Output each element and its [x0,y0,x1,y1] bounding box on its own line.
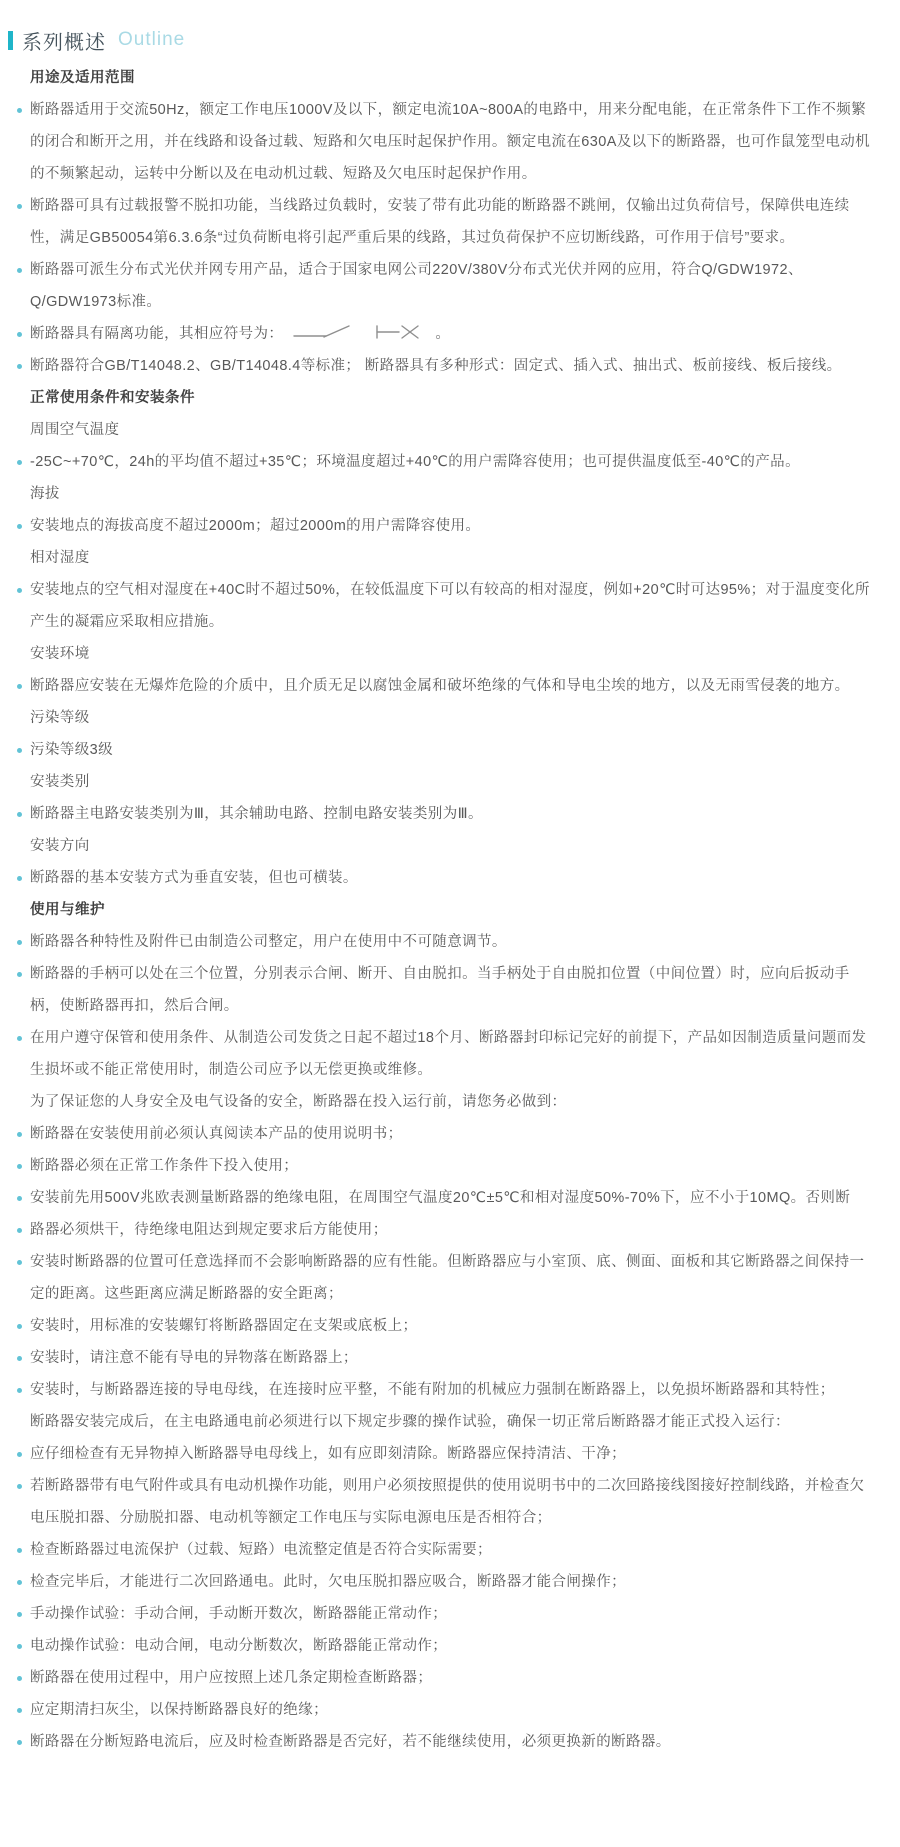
section-heading: 使用与维护 [30,902,105,918]
bullet-icon [17,748,22,753]
item-text: 安装前先用500V兆欧表测量断路器的绝缘电阻，在周围空气温度20℃±5℃和相对湿度50%-70%下，应不小于10MQ。否则断 [30,1190,851,1206]
item-text: 检查完毕后，才能进行二次回路通电。此时，欠电压脱扣器应吸合，断路器才能合闸操作； [30,1574,626,1590]
bullet-icon [17,1708,22,1713]
item-text: 安装时，与断路器连接的导电母线，在连接时应平整，不能有附加的机械应力强制在断路器上，以免损坏断路器和其特性； [30,1382,835,1398]
item-text: 安装时，用标准的安装螺钉将断路器固定在支架或底板上； [30,1318,418,1334]
bullet-item [30,574,878,638]
item-text: 污染等级3级 [30,742,113,758]
paragraph [30,1086,878,1118]
item-text: 为了保证您的人身安全及电气设备的安全，断路器在投入运行前，请您务必做到： [30,1094,567,1110]
bullet-item [30,1598,878,1630]
item-text: 断路器各种特性及附件已由制造公司整定，用户在使用中不可随意调节。 [30,934,507,950]
item-text: -25C~+70℃，24h的平均值不超过+35℃；环境温度超过+40℃的用户需降容使用；也可提供温度低至-40℃的产品。 [30,454,800,470]
bullet-icon [17,1548,22,1553]
bullet-icon [17,268,22,273]
item-text: 断路器安装完成后，在主电路通电前必须进行以下规定步骤的操作试验，确保一切正常后断路器才能正式投入运行： [30,1414,790,1430]
item-text: 断路器在使用过程中，用户应按照上述几条定期检查断路器； [30,1670,433,1686]
item-text: 检查断路器过电流保护（过载、短路）电流整定值是否符合实际需要； [30,1542,492,1558]
bullet-item [30,862,878,894]
item-text: 安装环境 [30,646,90,662]
isolator-contact-symbol-icon [373,322,427,342]
item-text: 安装类别 [30,774,90,790]
page-title-en: Outline [118,29,186,50]
accent-bar [8,31,13,50]
bullet-item [30,510,878,542]
item-text: 断路器的手柄可以处在三个位置，分别表示合闸、断开、自由脱扣。当手柄处于自由脱扣位置（中间位置）时，应向后扳动手柄，使断路器再扣，然后合闸。 [30,966,850,1014]
item-text: 断路器适用于交流50Hz，额定工作电压1000V及以下，额定电流10A~800A的电路中，用来分配电能，在正常条件下工作不频繁的闭合和断开之用，并在线路和设备过载、短路和欠电压时起保护作用。额定电流在630A及以下的断路器，也可作鼠笼型电动机的不频繁起动，运转中分断以及在电动机过载、短路及欠电压时起保护作用。 [30,102,871,182]
section-heading: 用途及适用范围 [30,70,135,86]
item-text: 断路器必须在正常工作条件下投入使用； [30,1158,299,1174]
bullet-icon [17,1132,22,1137]
bullet-icon [17,1676,22,1681]
bullet-item [30,1470,878,1534]
item-text: 断路器在安装使用前必须认真阅读本产品的使用说明书； [30,1126,403,1142]
bullet-item [30,1118,878,1150]
bullet-icon [17,940,22,945]
bullet-item [30,1022,878,1086]
bullet-icon [17,876,22,881]
item-text: 在用户遵守保管和使用条件、从制造公司发货之日起不超过18个月、断路器封印标记完好的前提下，产品如因制造质量问题而发生损坏或不能正常使用时，制造公司应予以无偿更换或维修。 [30,1030,867,1078]
bullet-item [30,1374,878,1406]
subheading [30,478,878,510]
bullet-icon [17,1452,22,1457]
bullet-icon [17,460,22,465]
item-text: 断路器的基本安装方式为垂直安装，但也可横装。 [30,870,358,886]
bullet-icon [17,972,22,977]
bullet-icon [17,1196,22,1201]
bullet-item [30,1342,878,1374]
item-text: 应仔细检查有无异物掉入断路器导电母线上，如有应即刻清除。断路器应保持清洁、干净； [30,1446,626,1462]
paragraph [30,1406,878,1438]
bullet-item [30,350,878,382]
item-text: 断路器主电路安装类别为Ⅲ，其余辅助电路、控制电路安装类别为Ⅲ。 [30,806,483,822]
bullet-item [30,1566,878,1598]
bullet-icon [17,1324,22,1329]
bullet-item [30,1310,878,1342]
bullet-item [30,1662,878,1694]
bullet-icon [17,588,22,593]
bullet-item [30,1150,878,1182]
item-text: 断路器可派生分布式光伏并网专用产品，适合于国家电网公司220V/380V分布式光伏并网的应用，符合Q/GDW1972、Q/GDW1973标准。 [30,262,803,310]
subheading [30,766,878,798]
bullet-item [30,1726,878,1758]
item-text-suffix: 。 [435,326,451,342]
bullet-icon [17,684,22,689]
bullet-item [30,1246,878,1310]
subheading [30,830,878,862]
bullet-icon [17,1356,22,1361]
isolator-switch-symbol-icon [291,322,357,342]
bullet-item [30,1438,878,1470]
item-text: 断路器符合GB/T14048.2、GB/T14048.4等标准； 断路器具有多种形式：固定式、插入式、抽出式、板前接线、板后接线。 [30,358,842,374]
bullet-item [30,1694,878,1726]
bullet-item [30,1214,878,1246]
bullet-item [30,1182,878,1214]
bullet-item [30,446,878,478]
item-text: 安装方向 [30,838,90,854]
subheading [30,542,878,574]
bullet-icon [17,1580,22,1585]
section-heading: 正常使用条件和安装条件 [30,390,195,406]
bullet-item [30,734,878,766]
bullet-item [30,318,878,350]
bullet-icon [17,1388,22,1393]
item-text: 断路器在分断短路电流后，应及时检查断路器是否完好，若不能继续使用，必须更换新的断路器。 [30,1734,671,1750]
subheading [30,638,878,670]
item-text: 断路器具有隔离功能，其相应符号为： [30,326,284,342]
bullet-item [30,670,878,702]
item-text: 断路器可具有过载报警不脱扣功能，当线路过负载时，安装了带有此功能的断路器不跳闸，仅输出过负荷信号，保障供电连续性，满足GB50054第6.3.6条“过负荷断电将引起严重后果的线路，其过负荷保护不应切断线路，可作用于信号”要求。 [30,198,850,246]
item-text: 相对湿度 [30,550,90,566]
bullet-icon [17,1644,22,1649]
bullet-icon [17,332,22,337]
bullet-icon [17,1740,22,1745]
bullet-item [30,254,878,318]
item-text: 应定期清扫灰尘，以保持断路器良好的绝缘； [30,1702,328,1718]
bullet-item [30,190,878,254]
document-content [0,62,900,1758]
bullet-icon [17,1260,22,1265]
bullet-icon [17,1036,22,1041]
section-header [8,28,900,52]
subheading [30,702,878,734]
bullet-item [30,958,878,1022]
bullet-icon [17,1484,22,1489]
item-text: 路器必须烘干，待绝缘电阻达到规定要求后方能使用； [30,1222,388,1238]
page-title-cn: 系列概述 [22,31,106,54]
item-text: 周围空气温度 [30,422,120,438]
bullet-item [30,798,878,830]
bullet-item [30,926,878,958]
bullet-item [30,1534,878,1566]
bullet-icon [17,204,22,209]
item-text: 安装地点的空气相对湿度在+40C时不超过50%，在较低温度下可以有较高的相对湿度，例如+20℃时可达95%；对于温度变化所产生的凝霜应采取相应措施。 [30,582,870,630]
item-text: 断路器应安装在无爆炸危险的介质中，且介质无足以腐蚀金属和破坏绝缘的气体和导电尘埃的地方，以及无雨雪侵袭的地方。 [30,678,850,694]
bullet-icon [17,1612,22,1617]
bullet-icon [17,1164,22,1169]
bullet-item [30,1630,878,1662]
bullet-icon [17,364,22,369]
item-text: 安装地点的海拔高度不超过2000m；超过2000m的用户需降容使用。 [30,518,481,534]
item-text: 安装时断路器的位置可任意选择而不会影响断路器的应有性能。但断路器应与小室顶、底、侧面、面板和其它断路器之间保持一定的距离。这些距离应满足断路器的安全距离； [30,1254,865,1302]
bullet-icon [17,524,22,529]
bullet-icon [17,108,22,113]
item-text: 电动操作试验：电动合闸，电动分断数次，断路器能正常动作； [30,1638,448,1654]
subheading [30,414,878,446]
item-text: 污染等级 [30,710,90,726]
bullet-icon [17,1228,22,1233]
item-text: 若断路器带有电气附件或具有电动机操作功能，则用户必须按照提供的使用说明书中的二次回路接线图接好控制线路，并检查欠电压脱扣器、分励脱扣器、电动机等额定工作电压与实际电源电压是否相符合； [30,1478,865,1526]
bullet-icon [17,812,22,817]
bullet-item [30,94,878,190]
item-text: 手动操作试验：手动合闸，手动断开数次，断路器能正常动作； [30,1606,448,1622]
item-text: 安装时，请注意不能有导电的异物落在断路器上； [30,1350,358,1366]
item-text: 海拔 [30,486,60,502]
